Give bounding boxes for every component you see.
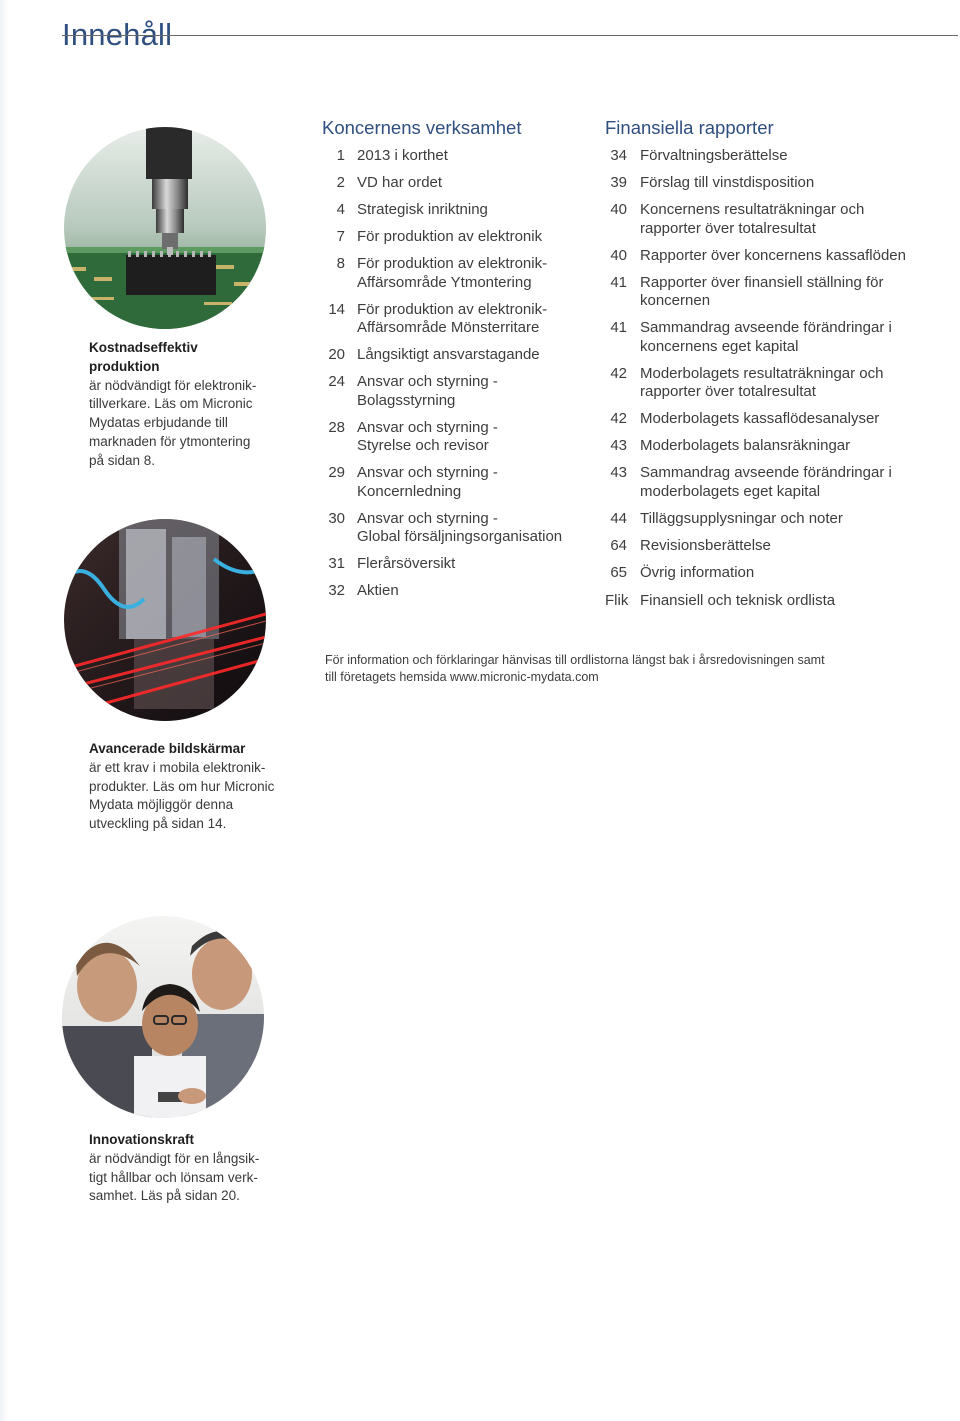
toc-page-number: 28 [328,418,345,436]
toc-entry-title: Ansvar och styrning - Global försäljningsorganisation [357,509,563,546]
toc-entry[interactable] [322,555,584,574]
toc-entry[interactable] [322,174,584,193]
toc-page-number: 4 [336,200,345,218]
toc-list [322,147,584,601]
toc-page-number: 44 [610,509,627,527]
toc-page-number: 8 [336,254,345,272]
toc-entry[interactable] [605,274,945,311]
toc-entry-title: Sammandrag avseende förändringar i moderbolagets eget kapital [640,464,892,500]
toc-entry-title: Förslag till vinstdisposition [640,173,815,191]
toc-page-number: 34 [610,147,627,164]
toc-page-number: 65 [610,563,627,581]
toc-entry-title: Ansvar och styrning - Styrelse och revisor [357,418,498,455]
toc-entry-title: Flerårsöversikt [357,555,456,573]
toc-entry[interactable] [605,201,945,238]
toc-entry[interactable] [605,437,945,456]
toc-section-finansiella [605,117,945,619]
toc-entry-title: Moderbolagets resultaträkningar och rapporter över totalresultat [640,364,884,401]
toc-entry[interactable] [322,147,584,166]
toc-entry[interactable] [605,464,945,501]
caption-body: är nödvändigt för elektronik- tillverkare. Läs om Micronic Mydatas erbjudande till marknaden för ytmontering på sidan 8. [89,377,257,468]
toc-section-verksamhet [322,117,584,609]
toc-entry-title: Revisionsberättelse [640,536,771,554]
toc-entry[interactable] [322,201,584,220]
toc-page-number: 1 [336,147,345,164]
people-team-photo [62,916,264,1118]
caption-avancerade-bildskarmar [89,740,299,834]
toc-entry[interactable] [605,247,945,266]
toc-page-number: 43 [610,437,627,455]
dispenser-nozzle-circuit-photo [64,127,266,329]
toc-entry[interactable] [605,564,945,583]
toc-page-number: 32 [328,582,345,600]
toc-entry[interactable] [605,319,945,356]
title-divider [62,35,958,36]
toc-list [605,147,945,611]
toc-entry[interactable] [322,464,584,501]
toc-page-number: 20 [328,346,345,364]
toc-page-number: 2 [336,173,345,191]
toc-entry[interactable] [605,174,945,193]
toc-page-number: 43 [610,464,627,482]
caption-body: är ett krav i mobila elektronik- produkter. Läs om hur Micronic Mydata möjliggör denna utveckling på sidan 14. [89,759,275,832]
toc-page-number: 41 [610,273,627,291]
toc-page-number: 40 [610,200,627,218]
toc-entry[interactable] [322,228,584,247]
toc-page-number: 14 [328,300,345,318]
toc-entry-title: VD har ordet [357,173,443,191]
page-title: Innehåll [62,16,173,52]
toc-page-number: 29 [328,464,345,482]
toc-entry-title: Ansvar och styrning - Bolagsstyrning [357,373,498,409]
toc-page-number: 7 [336,227,345,245]
toc-entry-title: Sammandrag avseende förändringar i koncernens eget kapital [640,319,892,355]
toc-entry-title: Finansiell och teknisk ordlista [640,592,836,610]
toc-entry-title: För produktion av elektronik- Affärsområde Mönsterritare [357,300,548,337]
laser-optics-photo [64,519,266,721]
toc-page-number: 40 [610,246,627,264]
toc-entry-title: Ansvar och styrning - Koncernledning [357,464,498,500]
toc-entry[interactable] [605,510,945,529]
toc-entry-title: Rapporter över koncernens kassaflöden [640,246,906,264]
toc-entry-title: 2013 i korthet [357,147,448,164]
caption-title: Innovationskraft [89,1132,195,1147]
toc-page-number: 42 [610,364,627,382]
toc-entry-title: Långsiktigt ansvarstagande [357,346,540,364]
toc-entry-title: Rapporter över finansiell ställning för koncernen [640,273,884,310]
toc-page-number: Flik [605,592,629,610]
toc-entry-title: Moderbolagets kassaflödesanalyser [640,410,880,428]
toc-entry[interactable] [322,373,584,410]
toc-entry[interactable] [605,365,945,402]
toc-entry-title: Övrig information [640,563,755,581]
toc-page-number: 24 [328,373,345,391]
caption-title: Avancerade bildskärmar [89,741,246,756]
toc-entry-title: Tilläggsupplysningar och noter [640,509,843,527]
toc-entry[interactable] [322,419,584,456]
toc-entry-title: Aktien [357,582,399,600]
toc-entry-title: Strategisk inriktning [357,200,488,218]
toc-entry[interactable] [322,510,584,547]
toc-entry[interactable] [322,301,584,338]
toc-entry-title: Koncernens resultaträkningar och rapporter över totalresultat [640,200,865,237]
caption-title: Kostnadseffektiv produktion [89,340,198,374]
caption-kostnadseffektiv [89,339,289,471]
toc-entry-title: Förvaltningsberättelse [640,147,788,164]
toc-entry-flik[interactable] [605,592,945,611]
toc-entry[interactable] [322,255,584,292]
toc-entry[interactable] [322,346,584,365]
caption-body: är nödvändigt för en långsik- tigt hållbar och lönsam verk- samhet. Läs på sidan 20. [89,1150,260,1204]
toc-page-number: 64 [610,536,627,554]
toc-page-number: 41 [610,319,627,337]
toc-entry-title: För produktion av elektronik- Affärsområde Ytmontering [357,254,548,291]
toc-entry[interactable] [605,147,945,166]
toc-page-number: 31 [328,555,345,573]
toc-page-number: 30 [328,509,345,527]
caption-innovationskraft [89,1131,279,1206]
toc-page-number: 42 [610,410,627,428]
toc-entry[interactable] [605,410,945,429]
section-heading: Koncernens verksamhet [322,117,522,138]
toc-page-number: 39 [610,173,627,191]
page-edge-shade [0,0,8,1421]
toc-entry[interactable] [605,537,945,556]
footnote: För information och förklaringar hänvisas till ordlistorna längst bak i årsredovisningen samt till företagets hemsida www.micronic-mydata.com [325,653,825,684]
toc-entry-title: För produktion av elektronik [357,227,543,245]
toc-entry[interactable] [322,582,584,601]
toc-entry-title: Moderbolagets balansräkningar [640,437,851,455]
section-heading: Finansiella rapporter [605,117,774,138]
